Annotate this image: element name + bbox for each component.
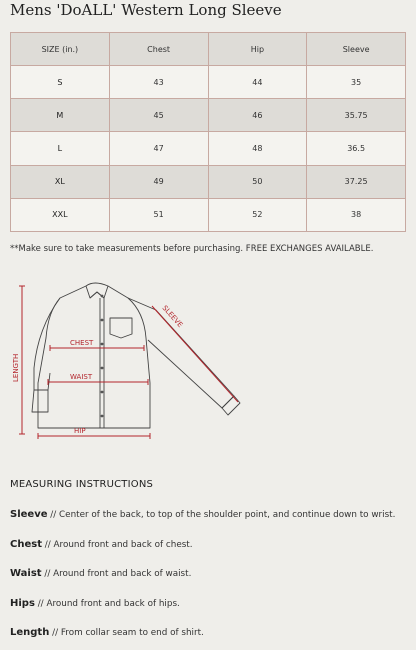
instruction-chest [10,539,193,550]
hip-cell: 46 [208,99,307,132]
sleeve-cell: 37.25 [307,165,406,198]
hip-cell: 44 [208,66,307,99]
shirt-outline [32,283,240,428]
size-chart-table [10,32,406,232]
header-sleeve: Sleeve [307,33,406,66]
size-cell: XXL [11,198,110,231]
instruction-term: Chest [10,539,42,550]
chest-cell: 43 [109,66,208,99]
measurement-lines [19,286,238,439]
instruction-hips [10,598,180,609]
shirt-measurement-diagram [8,278,248,448]
size-cell: L [11,132,110,165]
size-cell: S [11,66,110,99]
instruction-term: Waist [10,568,42,579]
hip-cell: 50 [208,165,307,198]
header-size: SIZE (in.) [11,33,110,66]
sleeve-cell: 38 [307,198,406,231]
hip-cell: 48 [208,132,307,165]
table-header-row [11,33,406,66]
sleeve-cell: 35.75 [307,99,406,132]
instruction-sleeve [10,509,395,520]
hip-label: HIP [74,427,86,435]
table-row [11,132,406,165]
instruction-text: // Around front and back of hips. [34,599,180,609]
sleeve-label: SLEEVE [160,303,185,329]
table-row [11,165,406,198]
instruction-length [10,627,204,638]
chest-cell: 47 [109,132,208,165]
size-cell: M [11,99,110,132]
table-row [11,198,406,231]
sleeve-cell: 35 [307,66,406,99]
instruction-text: // Around front and back of waist. [41,569,192,579]
instruction-waist [10,568,191,579]
page-title: Mens 'DoALL' Western Long Sleeve [10,1,282,19]
waist-label: WAIST [70,373,93,381]
hip-cell: 52 [208,198,307,231]
measurement-note: **Make sure to take measurements before purchasing. FREE EXCHANGES AVAILABLE. [10,244,374,254]
chest-cell: 49 [109,165,208,198]
instruction-text: // From collar seam to end of shirt. [49,628,204,638]
instruction-term: Hips [10,598,35,609]
chest-label: CHEST [70,339,94,347]
instruction-term: Sleeve [10,509,48,520]
size-cell: XL [11,165,110,198]
header-hip: Hip [208,33,307,66]
chest-cell: 51 [109,198,208,231]
sleeve-cell: 36.5 [307,132,406,165]
instruction-text: // Center of the back, to top of the shoulder point, and continue down to wrist. [47,510,396,520]
placket-buttons [101,295,104,418]
header-chest: Chest [109,33,208,66]
length-label: LENGTH [12,353,20,382]
chest-cell: 45 [109,99,208,132]
instruction-term: Length [10,627,50,638]
table-row [11,66,406,99]
instructions-heading: MEASURING INSTRUCTIONS [10,479,154,490]
instruction-text: // Around front and back of chest. [41,540,193,550]
table-row [11,99,406,132]
